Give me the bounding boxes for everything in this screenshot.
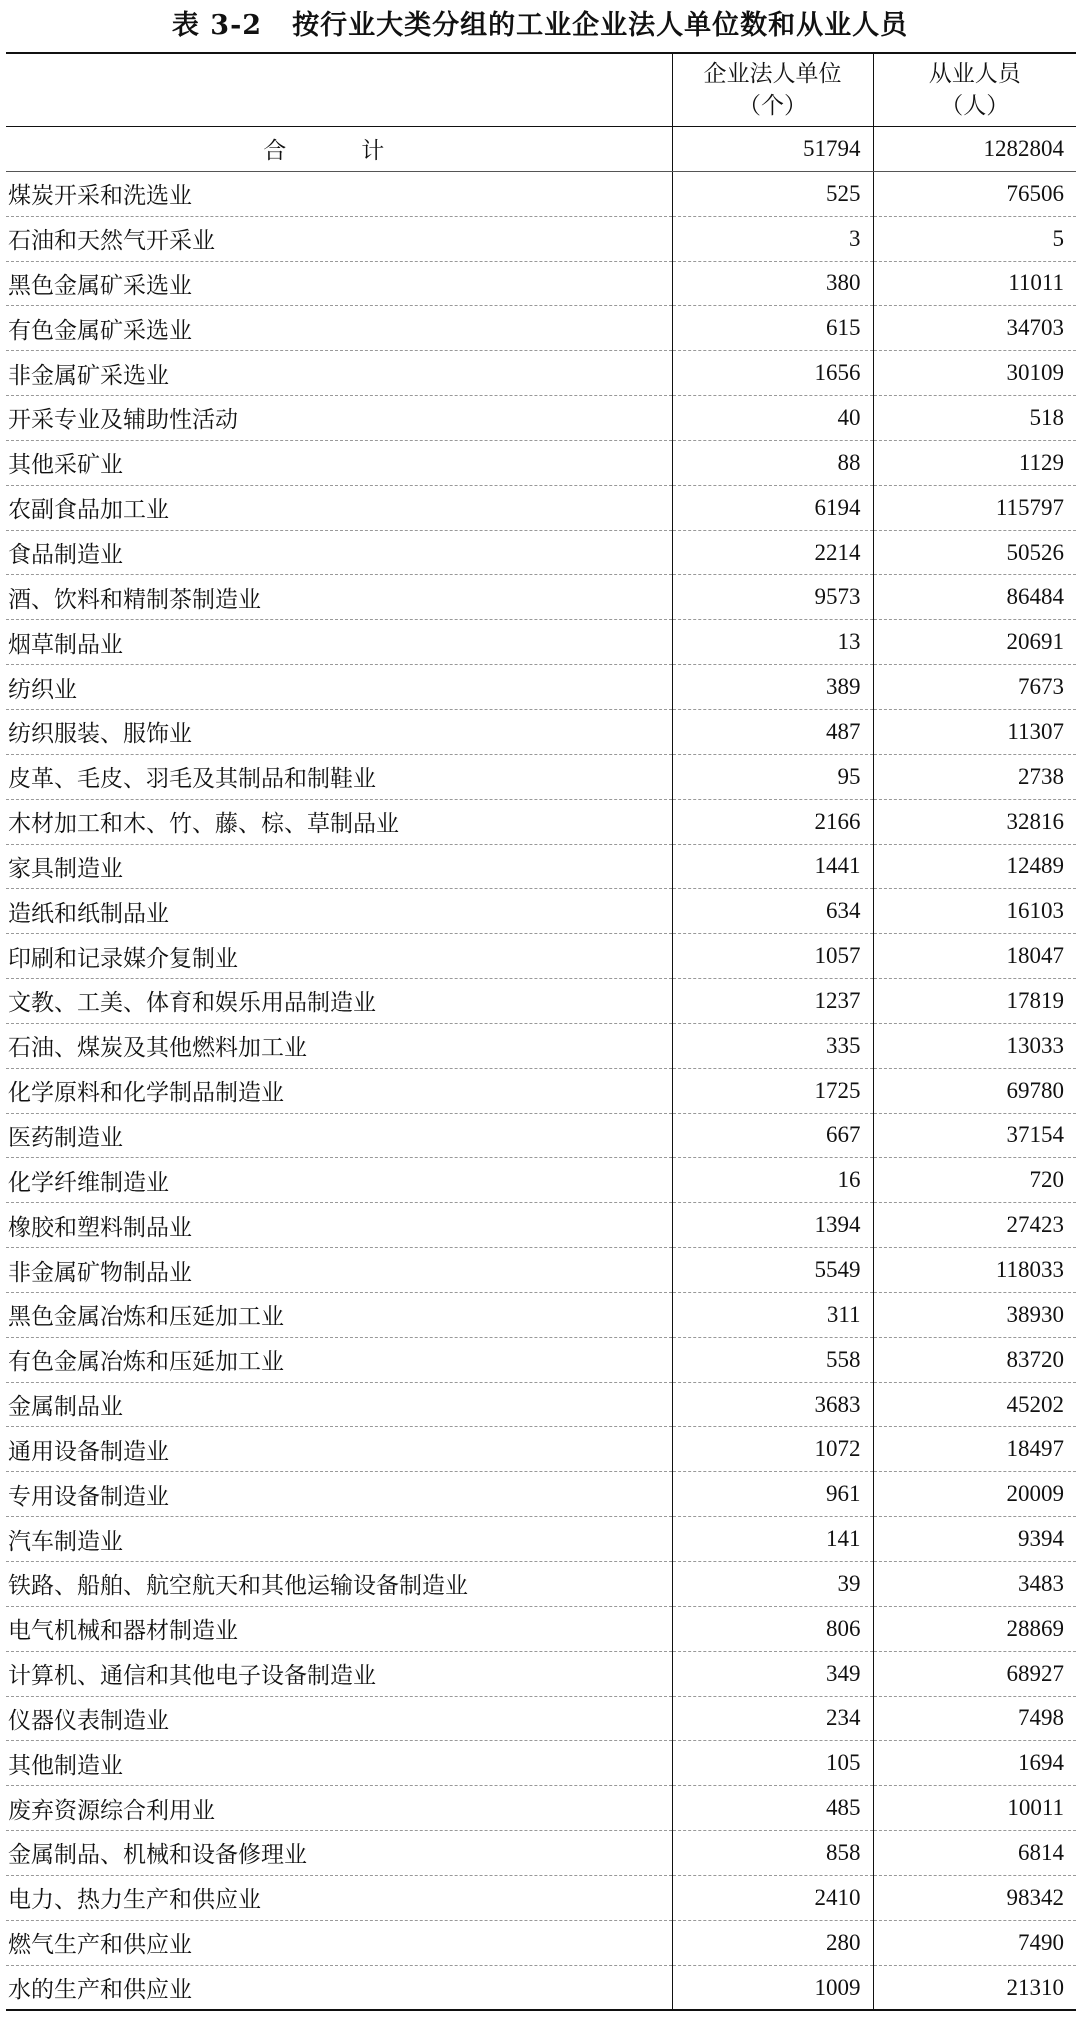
units-cell: 2214	[672, 530, 873, 575]
table-body	[6, 127, 1076, 2011]
employees-cell: 7498	[873, 1696, 1076, 1741]
employees-cell: 13033	[873, 1023, 1076, 1068]
table-row	[6, 1203, 1076, 1248]
units-cell: 13	[672, 620, 873, 665]
units-cell: 1009	[672, 1965, 873, 2010]
table-row	[6, 1023, 1076, 1068]
employees-cell: 30109	[873, 351, 1076, 396]
employees-cell: 3483	[873, 1562, 1076, 1607]
industry-name-cell: 水的生产和供应业	[6, 1965, 672, 2010]
units-cell: 380	[672, 261, 873, 306]
units-cell: 615	[672, 306, 873, 351]
units-cell: 105	[672, 1741, 873, 1786]
table-row	[6, 1831, 1076, 1876]
table-row	[6, 1920, 1076, 1965]
employees-cell: 5	[873, 216, 1076, 261]
units-cell: 2166	[672, 799, 873, 844]
industry-name-cell: 煤炭开采和洗选业	[6, 171, 672, 216]
industry-name-cell: 石油和天然气开采业	[6, 216, 672, 261]
units-cell: 40	[672, 396, 873, 441]
table-header-row	[6, 53, 1076, 127]
table-row	[6, 934, 1076, 979]
employees-cell: 7673	[873, 665, 1076, 710]
industry-name-cell: 仪器仪表制造业	[6, 1696, 672, 1741]
employees-cell: 34703	[873, 306, 1076, 351]
header-employees	[873, 53, 1076, 127]
table-row	[6, 306, 1076, 351]
units-cell: 1057	[672, 934, 873, 979]
table-row	[6, 1113, 1076, 1158]
units-cell: 1441	[672, 844, 873, 889]
industry-name-cell: 其他采矿业	[6, 440, 672, 485]
units-cell: 634	[672, 889, 873, 934]
units-cell: 1237	[672, 979, 873, 1024]
employees-cell: 20009	[873, 1472, 1076, 1517]
employees-cell: 115797	[873, 485, 1076, 530]
units-cell: 806	[672, 1606, 873, 1651]
table-title-text: 按行业大类分组的工业企业法人单位数和从业人员	[292, 10, 909, 41]
table-row	[6, 1292, 1076, 1337]
industry-table	[6, 52, 1076, 2011]
employees-cell: 20691	[873, 620, 1076, 665]
units-cell: 51794	[672, 127, 873, 172]
employees-cell: 50526	[873, 530, 1076, 575]
industry-name-cell: 其他制造业	[6, 1741, 672, 1786]
industry-name-cell: 家具制造业	[6, 844, 672, 889]
units-cell: 858	[672, 1831, 873, 1876]
industry-name-cell: 化学纤维制造业	[6, 1158, 672, 1203]
industry-name-cell: 印刷和记录媒介复制业	[6, 934, 672, 979]
units-cell: 3683	[672, 1382, 873, 1427]
units-cell: 141	[672, 1517, 873, 1562]
employees-cell: 32816	[873, 799, 1076, 844]
employees-cell: 28869	[873, 1606, 1076, 1651]
table-row	[6, 1562, 1076, 1607]
table-row	[6, 1427, 1076, 1472]
table-row	[6, 530, 1076, 575]
industry-name-cell: 黑色金属矿采选业	[6, 261, 672, 306]
employees-cell: 1282804	[873, 127, 1076, 172]
industry-name-cell: 酒、饮料和精制茶制造业	[6, 575, 672, 620]
header-units-label: 企业法人单位	[703, 61, 842, 87]
units-cell: 389	[672, 665, 873, 710]
industry-name-cell: 化学原料和化学制品制造业	[6, 1068, 672, 1113]
employees-cell: 9394	[873, 1517, 1076, 1562]
industry-name-cell: 橡胶和塑料制品业	[6, 1203, 672, 1248]
table-row	[6, 1965, 1076, 2010]
employees-cell: 76506	[873, 171, 1076, 216]
table-row	[6, 1606, 1076, 1651]
units-cell: 39	[672, 1562, 873, 1607]
table-row	[6, 1158, 1076, 1203]
table-row	[6, 396, 1076, 441]
employees-cell: 118033	[873, 1248, 1076, 1293]
units-cell: 16	[672, 1158, 873, 1203]
employees-cell: 16103	[873, 889, 1076, 934]
employees-cell: 18497	[873, 1427, 1076, 1472]
table-row	[6, 620, 1076, 665]
units-cell: 1725	[672, 1068, 873, 1113]
employees-cell: 11307	[873, 709, 1076, 754]
units-cell: 2410	[672, 1875, 873, 1920]
units-cell: 1072	[672, 1427, 873, 1472]
employees-cell: 98342	[873, 1875, 1076, 1920]
employees-cell: 1129	[873, 440, 1076, 485]
table-row	[6, 709, 1076, 754]
employees-cell: 12489	[873, 844, 1076, 889]
table-row	[6, 351, 1076, 396]
units-cell: 961	[672, 1472, 873, 1517]
units-cell: 311	[672, 1292, 873, 1337]
industry-name-cell: 黑色金属冶炼和压延加工业	[6, 1292, 672, 1337]
header-industry	[6, 53, 672, 127]
table-row	[6, 575, 1076, 620]
industry-name-cell: 电力、热力生产和供应业	[6, 1875, 672, 1920]
table-row	[6, 1472, 1076, 1517]
header-employees-unit: （人）	[940, 93, 1010, 119]
units-cell: 335	[672, 1023, 873, 1068]
employees-cell: 68927	[873, 1651, 1076, 1696]
industry-name-cell: 非金属矿采选业	[6, 351, 672, 396]
table-row	[6, 1337, 1076, 1382]
table-row	[6, 171, 1076, 216]
employees-cell: 83720	[873, 1337, 1076, 1382]
table-row	[6, 1875, 1076, 1920]
table-row	[6, 127, 1076, 172]
header-units	[672, 53, 873, 127]
industry-name-cell: 石油、煤炭及其他燃料加工业	[6, 1023, 672, 1068]
units-cell: 9573	[672, 575, 873, 620]
table-row	[6, 1786, 1076, 1831]
units-cell: 487	[672, 709, 873, 754]
table-row	[6, 889, 1076, 934]
industry-name-cell: 医药制造业	[6, 1113, 672, 1158]
units-cell: 3	[672, 216, 873, 261]
employees-cell: 17819	[873, 979, 1076, 1024]
units-cell: 349	[672, 1651, 873, 1696]
industry-name-cell: 纺织业	[6, 665, 672, 710]
industry-name-cell: 通用设备制造业	[6, 1427, 672, 1472]
table-row	[6, 754, 1076, 799]
units-cell: 558	[672, 1337, 873, 1382]
industry-name-cell: 合 计	[6, 127, 672, 172]
employees-cell: 38930	[873, 1292, 1076, 1337]
employees-cell: 518	[873, 396, 1076, 441]
table-row	[6, 1651, 1076, 1696]
table-row	[6, 216, 1076, 261]
header-employees-label: 从业人员	[928, 61, 1021, 87]
employees-cell: 21310	[873, 1965, 1076, 2010]
employees-cell: 6814	[873, 1831, 1076, 1876]
industry-name-cell: 金属制品、机械和设备修理业	[6, 1831, 672, 1876]
employees-cell: 7490	[873, 1920, 1076, 1965]
industry-name-cell: 非金属矿物制品业	[6, 1248, 672, 1293]
table-row	[6, 440, 1076, 485]
industry-name-cell: 铁路、船舶、航空航天和其他运输设备制造业	[6, 1562, 672, 1607]
units-cell: 1394	[672, 1203, 873, 1248]
employees-cell: 11011	[873, 261, 1076, 306]
units-cell: 88	[672, 440, 873, 485]
units-cell: 280	[672, 1920, 873, 1965]
units-cell: 234	[672, 1696, 873, 1741]
table-row	[6, 665, 1076, 710]
industry-name-cell: 金属制品业	[6, 1382, 672, 1427]
industry-name-cell: 文教、工美、体育和娱乐用品制造业	[6, 979, 672, 1024]
industry-name-cell: 食品制造业	[6, 530, 672, 575]
industry-name-cell: 造纸和纸制品业	[6, 889, 672, 934]
industry-name-cell: 开采专业及辅助性活动	[6, 396, 672, 441]
table-row	[6, 1741, 1076, 1786]
industry-name-cell: 专用设备制造业	[6, 1472, 672, 1517]
table-row	[6, 1696, 1076, 1741]
employees-cell: 720	[873, 1158, 1076, 1203]
employees-cell: 2738	[873, 754, 1076, 799]
industry-name-cell: 计算机、通信和其他电子设备制造业	[6, 1651, 672, 1696]
table-row	[6, 1382, 1076, 1427]
industry-name-cell: 农副食品加工业	[6, 485, 672, 530]
table-row	[6, 1517, 1076, 1562]
employees-cell: 86484	[873, 575, 1076, 620]
employees-cell: 10011	[873, 1786, 1076, 1831]
table-row	[6, 1248, 1076, 1293]
units-cell: 667	[672, 1113, 873, 1158]
table-row	[6, 799, 1076, 844]
industry-name-cell: 燃气生产和供应业	[6, 1920, 672, 1965]
industry-name-cell: 电气机械和器材制造业	[6, 1606, 672, 1651]
employees-cell: 18047	[873, 934, 1076, 979]
units-cell: 1656	[672, 351, 873, 396]
units-cell: 95	[672, 754, 873, 799]
table-row	[6, 844, 1076, 889]
table-row	[6, 979, 1076, 1024]
industry-name-cell: 有色金属矿采选业	[6, 306, 672, 351]
table-row	[6, 485, 1076, 530]
industry-name-cell: 有色金属冶炼和压延加工业	[6, 1337, 672, 1382]
industry-name-cell: 皮革、毛皮、羽毛及其制品和制鞋业	[6, 754, 672, 799]
units-cell: 485	[672, 1786, 873, 1831]
employees-cell: 1694	[873, 1741, 1076, 1786]
employees-cell: 37154	[873, 1113, 1076, 1158]
industry-name-cell: 废弃资源综合利用业	[6, 1786, 672, 1831]
units-cell: 6194	[672, 485, 873, 530]
table-row	[6, 1068, 1076, 1113]
units-cell: 5549	[672, 1248, 873, 1293]
table-title	[0, 6, 1080, 46]
employees-cell: 45202	[873, 1382, 1076, 1427]
industry-name-cell: 木材加工和木、竹、藤、棕、草制品业	[6, 799, 672, 844]
employees-cell: 27423	[873, 1203, 1076, 1248]
table-number: 表 3-2	[171, 10, 263, 41]
table-row	[6, 261, 1076, 306]
units-cell: 525	[672, 171, 873, 216]
employees-cell: 69780	[873, 1068, 1076, 1113]
industry-name-cell: 纺织服装、服饰业	[6, 709, 672, 754]
header-units-unit: （个）	[738, 93, 807, 119]
industry-name-cell: 烟草制品业	[6, 620, 672, 665]
industry-name-cell: 汽车制造业	[6, 1517, 672, 1562]
